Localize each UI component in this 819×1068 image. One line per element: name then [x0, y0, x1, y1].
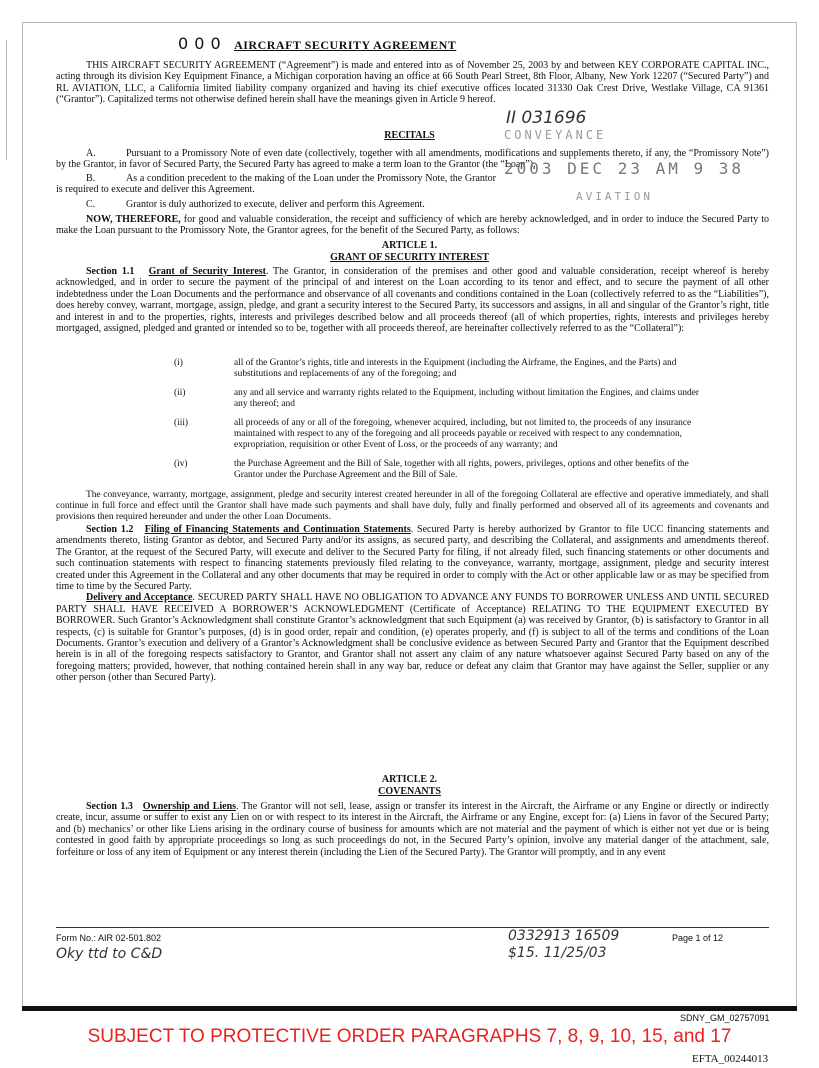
item-number: (i)	[174, 358, 183, 368]
delivery-acceptance-heading: Delivery and Acceptance	[86, 592, 193, 604]
recital-c	[56, 199, 769, 210]
section-1-3-heading: Ownership and Liens	[142, 801, 237, 812]
article-2-heading	[0, 774, 819, 797]
section-1-1-text: . The Grantor, in consideration of the premises and other good and valuable consideration, receipt whereof is hereby acknowledged, and in order to secure the payment of the principal of and interest on the Loan according to its tenor and effect, and to secure the payment of all other indebtedness under the Loan Documents and the performance and observance of all covenants and conditions contained in the Loan (collectively referred to as the “Liabilities”), does hereby convey, warrant, mortgage, assign, pledge, and grant a security interest to the Secured Party, its successors and assigns, in all and singular of the Grantor’s right, title and interest in and to the properties, rights, interests and privileges described below and all proceeds thereof (all of which properties, rights, interests and privileges hereby mortgaged, assigned, pledged and granted or intended so to be, together with all proceeds thereof, are hereinafter collectively referred to as the “Collateral”):	[56, 266, 770, 335]
aviation-stamp: AVIATION	[576, 190, 653, 203]
section-1-2-label: Section 1.2	[86, 524, 134, 535]
efta-number: EFTA_00244013	[692, 1053, 769, 1065]
form-number: Form No.: AIR 02-501.802	[56, 933, 162, 943]
section-1-2-text: . Secured Party is hereby authorized by Grantor to file UCC financing statements and amendments thereto, listing Grantor as debtor, and Secured Party and/or its assigns, as secured party, and describing the Collateral, and assignments and amendments thereof. The Grantor, at the request of the Secured Party, will execute and deliver to the Secured Party for filing, if not already filed, such financing statements or other documents and such continuation statements with respect to financing statements previously filed relating to the conveyance, warranty, mortgage, assignment, pledge and security interest created under this Agreement in the Collateral and any other documents that may be required in order to comply with the Act or other applicable law or as may be specified from time to time by the Secured Party.	[56, 524, 770, 593]
collateral-item-i	[174, 358, 704, 380]
section-1-1	[56, 266, 769, 334]
recital-letter: C.	[86, 199, 96, 210]
date-stamp: 2003 DEC 23 AM 9 38	[504, 159, 745, 178]
conveyance-text: The conveyance, warranty, mortgage, assignment, pledge and security interest created hereunder in all of the foregoing Collateral are effective and operative immediately, and shall continue in full force and effect until the Grantor shall have made such payments and shall have duly, fully and finally performed and observed all of its agreements and covenants and provisions then required hereunder and under the other Loan Documents.	[56, 490, 769, 522]
recitals-heading: RECITALS	[384, 130, 435, 141]
protective-order-banner: SUBJECT TO PROTECTIVE ORDER PARAGRAPHS 7, 8, 9, 10, 15, and 17	[87, 1026, 732, 1047]
item-number: (iv)	[174, 459, 188, 469]
scan-edge-bar	[22, 1006, 797, 1011]
conveyance-stamp: CONVEYANCE	[504, 128, 607, 142]
title-marks: 0 0 0	[178, 34, 222, 53]
collateral-item-ii	[174, 388, 704, 410]
conveyance-paragraph	[56, 490, 769, 523]
article-2-label: ARTICLE 2.	[381, 774, 438, 785]
handwritten-note: Oky ttd to C&D	[56, 946, 163, 962]
item-text: all proceeds of any or all of the foregoing, whenever acquired, including, but not limited to, the proceeds of any insurance maintained with respect to any of the foregoing and all proceeds payable or received with respect to any condemnation, expropriation, requisition or other Event of Loss, or the proceeds of any warranty; and	[234, 418, 692, 450]
handwritten-recording-number: 0332913 16509	[508, 928, 620, 944]
now-therefore-text: for good and valuable consideration, the receipt and sufficiency of which are hereby acknowledged, and in order to induce the Secured Party to make the Loan pursuant to the Promissory Note, the Grantor agrees, for the benefit of the Secured Party, as follows:	[56, 214, 769, 237]
article-1-label: ARTICLE 1.	[381, 240, 438, 251]
section-1-3	[56, 801, 769, 858]
article-2-title: COVENANTS	[378, 785, 441, 797]
page-number: Page 1 of 12	[672, 933, 724, 943]
article-1-heading	[0, 240, 819, 263]
section-1-2-heading: Filing of Financing Statements and Continuation Statements	[144, 524, 411, 535]
section-1-1-heading: Grant of Security Interest	[148, 266, 266, 277]
item-number: (iii)	[174, 418, 189, 428]
scan-margin-mark	[6, 40, 7, 160]
now-therefore-lead: NOW, THEREFORE,	[86, 214, 181, 225]
handwritten-doc-id: II 031696	[506, 108, 587, 128]
title-text: AIRCRAFT SECURITY AGREEMENT	[234, 38, 457, 52]
footer-rule	[56, 927, 769, 928]
bates-number: SDNY_GM_02757091	[680, 1013, 770, 1023]
item-number: (ii)	[174, 388, 186, 398]
now-therefore-paragraph	[56, 214, 769, 237]
item-text: any and all service and warranty rights related to the Equipment, including without limitation the Engines, and claims under any thereof; and	[234, 388, 699, 409]
recital-b	[56, 173, 496, 196]
intro-paragraph: THIS AIRCRAFT SECURITY AGREEMENT (“Agreement”) is made and entered into as of November 25, 2003 by and between KEY CORPORATE CAPITAL INC., acting through its division Key Equipment Finance, a Michigan corporation having an office at 66 South Pearl Street, 8th Floor, Albany, New York 12207 (“Secured Party”) and RL AVIATION, LLC, a California limited liability company organized and having its chief executive offices located 31330 Oak Crest Drive, Westlake Village, CA 91361 (“Grantor”). Capitalized terms not otherwise defined herein shall have the meanings given in Article 9 hereof.	[56, 60, 769, 106]
collateral-item-iii	[174, 418, 704, 451]
recital-text: Pursuant to a Promissory Note of even date (collectively, together with all amendments, modifications and supplements thereto, if any, the “Promissory Note”) by the Grantor, in favor of Secured Party, the Secured Party has agreed to make a term loan to the Grantor (the “Loan”).	[56, 148, 769, 171]
handwritten-fee-date: $15. 11/25/03	[508, 945, 607, 961]
recital-letter: A.	[86, 148, 96, 159]
section-1-3-text: . The Grantor will not sell, lease, assign or transfer its interest in the Aircraft, the Airframe or any Engine or directly or indirectly create, incur, assume or suffer to exist any Lien on or with respect to its interest in the Aircraft, the Airframe or any Engine, except for: (a) Liens in favor of the Secured Party; and (b) mechanics’ or other like Liens arising in the ordinary course of business for amounts which are not material and the payment of which is either not yet due or is being contested in good faith by appropriate proceedings so long as such proceedings do not, in the Secured Party’s opinion, involve any material danger of the attachment, sale, forfeiture or loss of any item of Equipment or any interest therein (including the Lien of the Secured Party). The Grantor will promptly, and in any event	[56, 801, 770, 858]
delivery-acceptance-text: . SECURED PARTY SHALL HAVE NO OBLIGATION TO ADVANCE ANY FUNDS TO BORROWER UNLESS AND UNTIL SECURED PARTY SHALL HAVE RECEIVED A BORROWER’S ACKNOWLEDGMENT (Certificate of Acceptance) RELATING TO THE EQUIPMENT EXECUTED BY BORROWER. Such Grantor’s Acknowledgment shall constitute Grantor’s acknowledgment that such Equipment (a) was received by Grantor, (b) is satisfactory to Grantor in all respects, (c) is suitable for Grantor’s purposes, (d) is in good order, repair and condition, (e) operates properly, and (f) is subject to all of the terms and conditions of the Loan Documents. Grantor’s execution and delivery of a Grantor’s Acknowledgment shall be conclusive evidence as between Secured Party and Grantor that the Equipment described herein is in all of the foregoing respects satisfactory to Grantor, and Grantor shall not assert any claim of any nature whatsoever against Secured Party based on any of the foregoing matters; provided, however, that nothing contained herein shall in any way bar, reduce or defeat any claim that Grantor may have against the Seller, supplier or any other person (other than Secured Party).	[56, 592, 769, 684]
article-1-title: GRANT OF SECURITY INTEREST	[330, 251, 489, 263]
section-1-2	[56, 524, 769, 684]
recital-text: Grantor is duly authorized to execute, deliver and perform this Agreement.	[126, 199, 425, 210]
recital-text: As a condition precedent to the making of the Loan under the Promissory Note, the Grantor is required to execute and deliver this Agreement.	[56, 173, 496, 196]
recital-letter: B.	[86, 173, 96, 184]
item-text: the Purchase Agreement and the Bill of Sale, together with all rights, powers, privileges, options and other benefits of the Grantor under the Purchase Agreement and the Bill of Sale.	[234, 459, 689, 480]
document-title	[178, 34, 456, 53]
collateral-item-iv	[174, 459, 704, 481]
section-1-3-label: Section 1.3	[86, 801, 133, 812]
section-1-1-label: Section 1.1	[86, 266, 135, 277]
item-text: all of the Grantor’s rights, title and interests in the Equipment (including the Airframe, the Engines, and the Parts) and substitutions and replacements of any of the foregoing; and	[234, 358, 677, 379]
